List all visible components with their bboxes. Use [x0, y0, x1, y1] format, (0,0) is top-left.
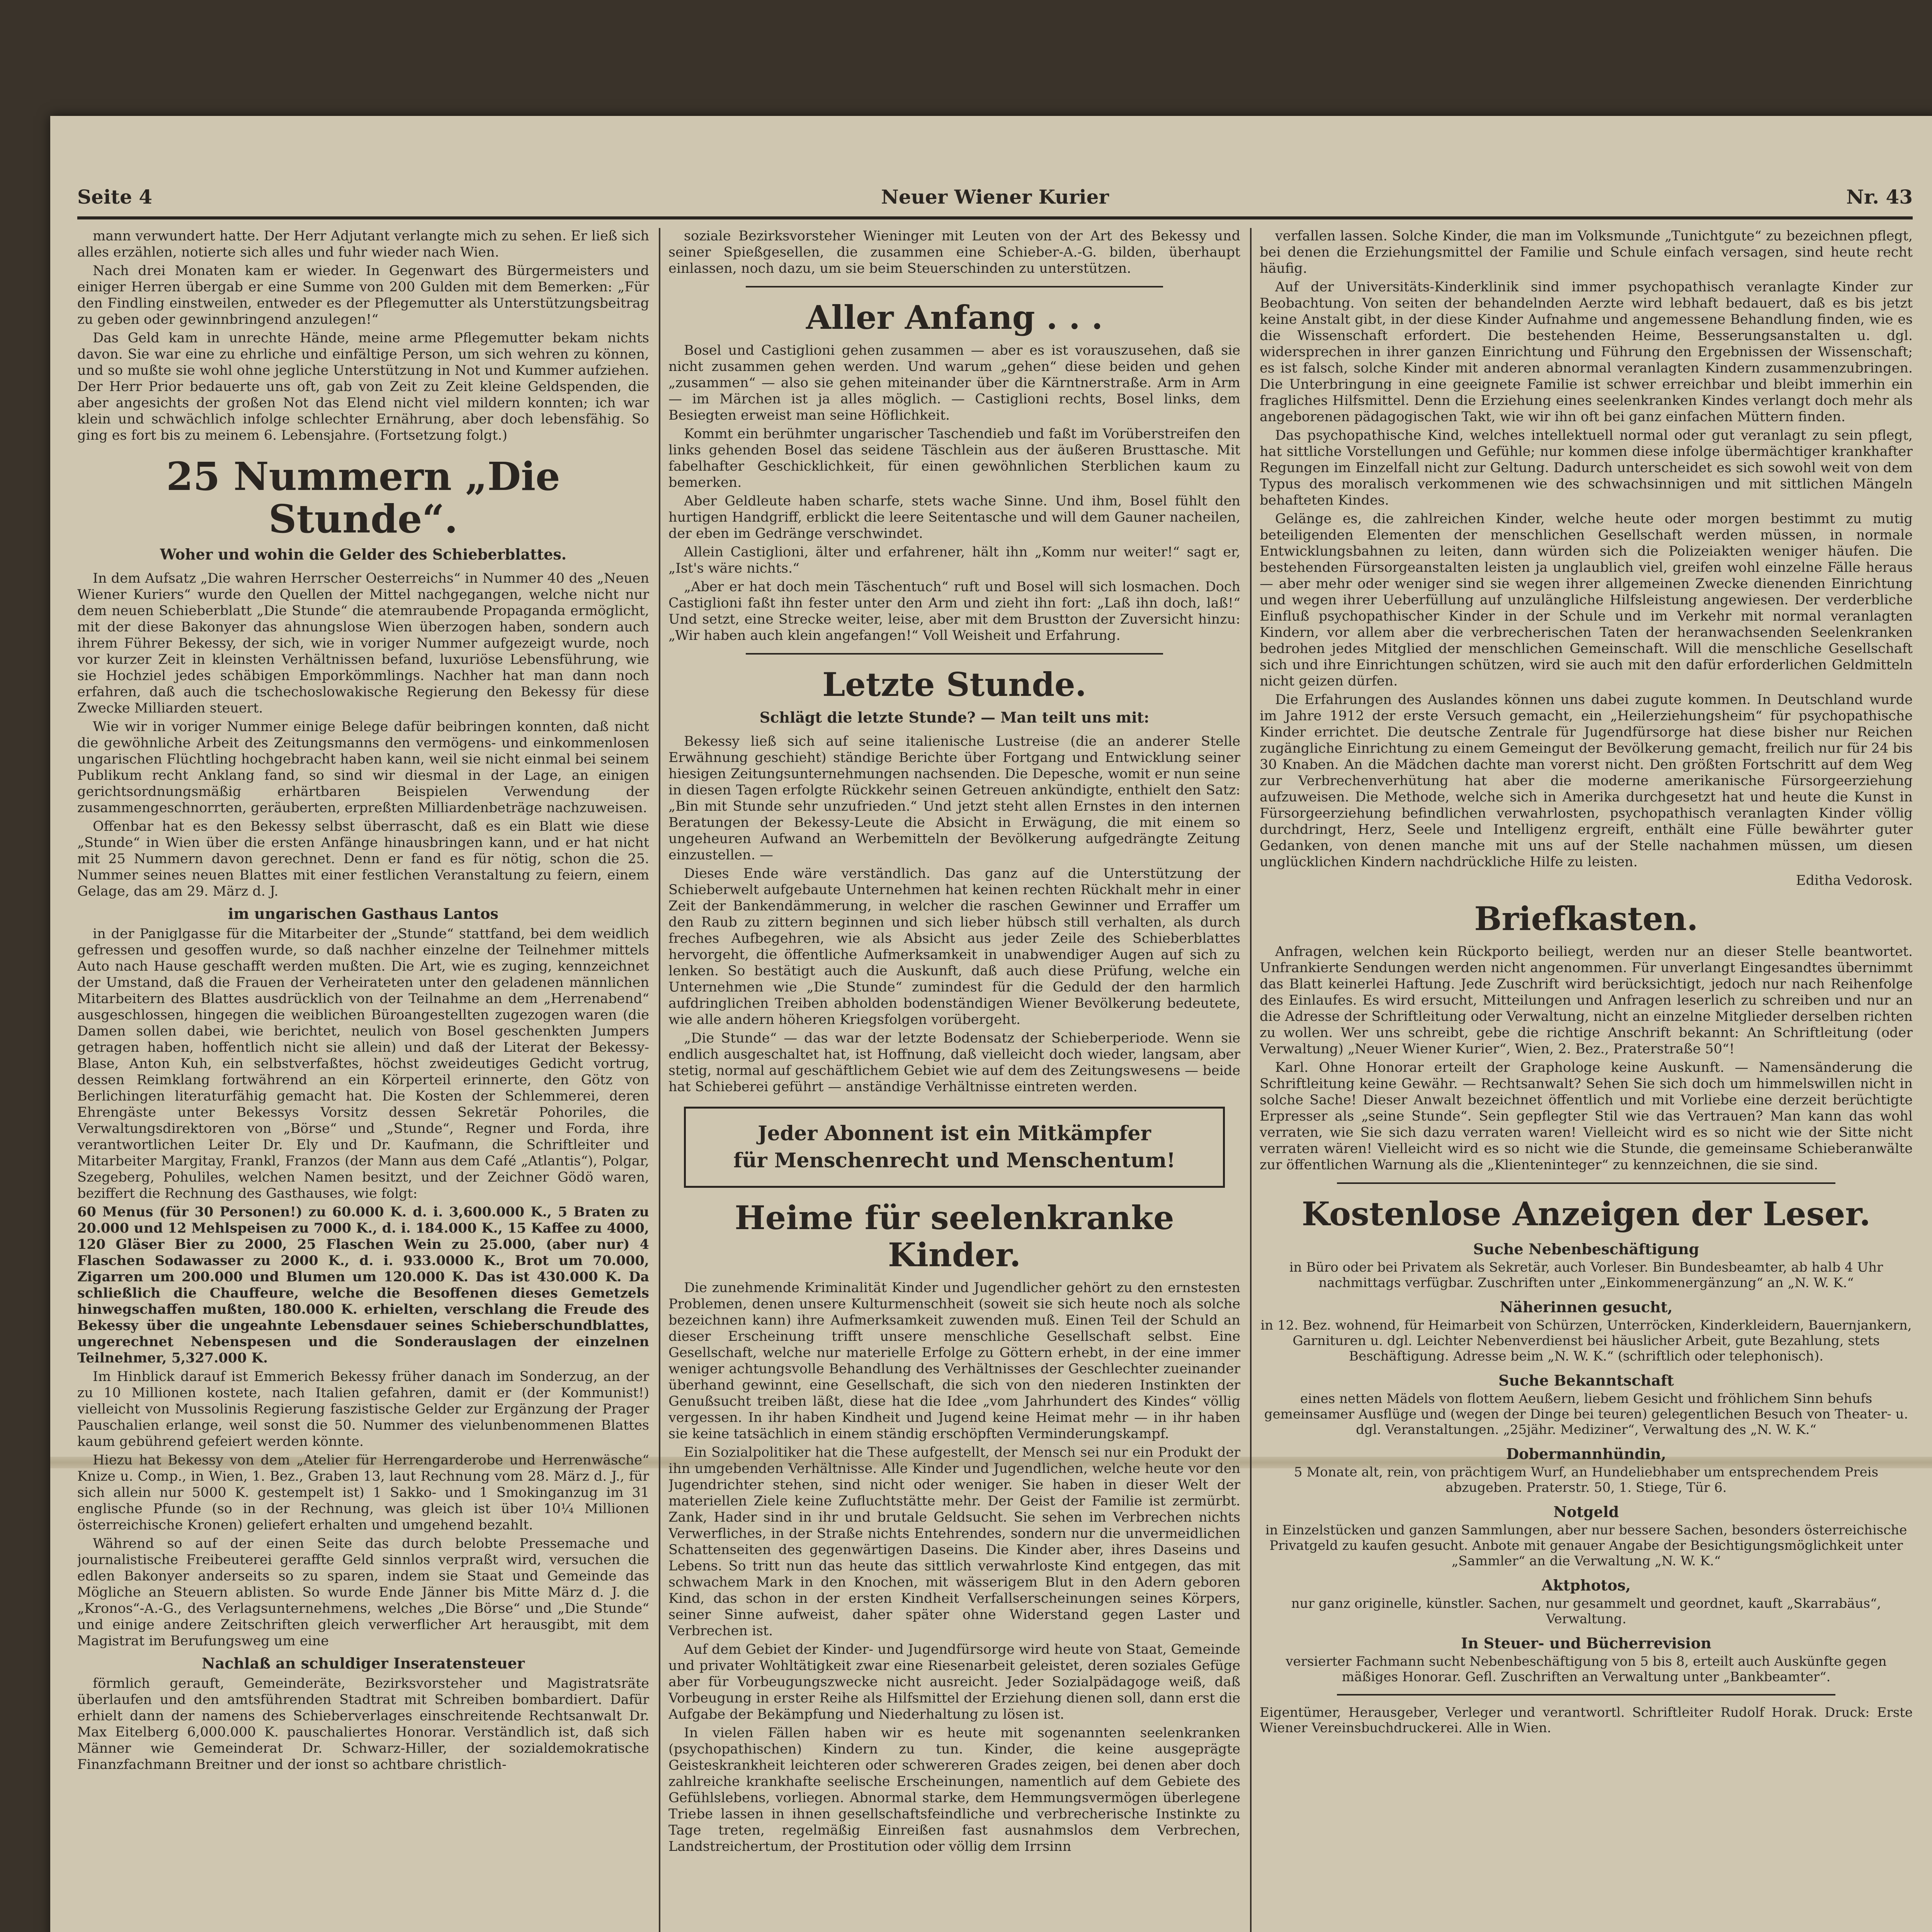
run-in-heading: Nachlaß an schuldiger Inseratensteuer — [202, 1655, 525, 1672]
paragraph: Nach drei Monaten kam er wieder. In Gegenwart des Bürgermeisters und einiger Herren übergab er eine Summe von 200 Gulden mit dem Bemerken: „Für den Findling einstweilen, entweder es der Pflegemutter als Unterstützungsbeitrag zu geben oder gewinnbringend anzulegen!“ — [77, 263, 649, 327]
paragraph: Das psychopathische Kind, welches intellektuell normal oder gut veranlagt zu sein pflegt, hat sittliche Vorstellungen und Gefühle; nur kommen diese infolge übermächtiger krankhafter Regungen im Einzelfall nicht zur Geltung. Dadurch unterscheidet es sich sowohl weit von dem Typus des moralisch verkommenen wie des schwachsinnigen und mit sittlichen Mängeln behafteten Kindes. — [1260, 428, 1913, 508]
slogan-line: für Menschenrecht und Menschentum! — [733, 1149, 1175, 1172]
ad-text: in Büro oder bei Privatem als Sekretär, auch Vorleser. Bin Bundesbeamter, ab halb 4 Uhr nachmittags verfügbar. Zuschriften unter „Einkommenergänzung“ an „N. W. K.“ — [1289, 1260, 1883, 1291]
paragraph: Bekessy ließ sich auf seine italienische Lustreise (die an anderer Stelle Erwähnung geschieht) ständige Berichte über Fortgang und Entwicklung seiner hiesigen Zeitungsunternehmungen nachsenden. Die Depesche, womit er nun seine in diesen Tagen erfolgte Rückkehr seinen Getreuen ankündigte, enthielt den Satz: „Bin mit Stunde sehr unzufrieden.“ Und jetzt steht allen Ernstes in den internen Beratungen der Bekessy-Leute die Absicht in Erwägung, die mit einem so ungeheuren Aufwand an Werbemitteln der Bevölkerung aufgedrängte Zeitung einzustellen. — — [668, 734, 1240, 863]
paragraph: Bosel und Castiglioni gehen zusammen — aber es ist vorauszusehen, daß sie nicht zusammen gehen werden. Und warum „gehen“ diese beiden und gehen „zusammen“ — also sie gehen miteinander über die Kärntnerstraße. Arm in Arm — im Märchen ist ja alles möglich. — Castiglioni rechts, Bosel links, dem Besiegten erweist man seine Höflichkeit. — [668, 343, 1240, 423]
ad-title: Suche Bekanntschaft — [1498, 1372, 1674, 1389]
paragraph: in der Paniglgasse für die Mitarbeiter der „Stunde“ stattfand, bei dem weidlich gefressen und gesoffen wurde, so daß nachher einzelne der Teilnehmer mittels Auto nach Hause geschafft werden mußten. Die Art, wie es zuging, kennzeichnet der Umstand, daß die Frauen der Verheirateten unter den geladenen männlichen Mitarbeitern des Blattes ausdrücklich von der Teilnahme an dem „Herrenabend“ ausgeschlossen, hingegen die weiblichen Büroangestellten zugezogen waren (die Damen sollen dabei, wie berichtet, neulich von Bosel geschenkten Jumpers getragen haben, hoffentlich nicht sie allein) und daß der Literat der Bekessy-Blase, Anton Kuh, ein selbstverfaßtes, höchst zweideutiges Gedicht vortrug, dessen Reimklang fortwährend an ein Körperteil erinnerte, den Götz von Berlichingen literaturfähig gemacht hat. Die Kosten der Schlemmerei, deren Ehrengäste unter Bekessys Vorsitz dessen Sekretär Pohoriles, die Verwaltungsdirektoren von „Börse“ und „Stunde“, Regner und Forda, ihre verantwortlichen Leiter Dr. Ely und Dr. Kaufmann, die Schriftleiter und Mitarbeiter Margitay, Frankl, Franzos (der Mann aus dem Café „Atlantis“), Polgar, Szegeberg, Pohuliles, welchen Namen besitzt, und der Zeichner Gödö waren, beziffert die Rechnung des Gasthauses, wie folgt: — [77, 926, 649, 1201]
article-title: 25 Nummern „Die Stunde“. — [166, 454, 560, 542]
paragraph: Aber Geldleute haben scharfe, stets wache Sinne. Und ihm, Bosel fühlt den hurtigen Handgriff, erblickt die leere Seitentasche und will dem Gauner nacheilen, der eben im Gedränge verschwindet. — [668, 493, 1240, 541]
paragraph: Gelänge es, die zahlreichen Kinder, welche heute oder morgen bestimmt zu mutig beteiligenden Elementen der menschlichen Gesellschaft werden müssen, in normale Entwicklungsbahnen zu leiten, dann würden sich die Polizeiakten weniger häufen. Die bestehenden Fürsorgeanstalten leisten ja unglaublich viel, greifen wohl einzelne Fälle heraus — aber mehr oder weniger sind sie wegen ihrer allgemeinen Zwecke dienenden Einrichtung und wegen ihrer Ueberfüllung auf unzulängliche Hilfsleistung angewiesen. Der verderbliche Einfluß psychopathischer Kinder in der Schule und im Verkehr mit normal veranlagten Kindern, vor allem aber die verbrecherischen Taten der heranwachsenden Seelenkranken bedrohen jedes Mitglied der menschlichen Gemeinschaft. Will die menschliche Gesellschaft sich und ihre Einrichtungen schützen, wird sie auch mit den dafür erforderlichen Geldmitteln nicht geizen dürfen. — [1260, 511, 1913, 689]
paragraph: Das Geld kam in unrechte Hände, meine arme Pflegemutter bekam nichts davon. Sie war eine zu ehrliche und einfältige Person, um sich wehren zu können, und so mußte sie wohl ohne jegliche Unterstützung in Not und Kummer aufziehen. Der Herr Prior bedauerte uns oft, gab von Zeit zu Zeit kleine Geldspenden, die aber angesichts der großen Not das Elend nicht viel mildern konnten; ich war klein und schwächlich infolge schlechter Ernährung, aber doch lebensfähig. So ging es fort bis zu meinem 6. Lebensjahre. (Fortsetzung folgt.) — [77, 330, 649, 443]
paragraph: Allein Castiglioni, älter und erfahrener, hält ihn „Komm nur weiter!“ sagt er, „Ist's wäre nichts.“ — [668, 544, 1240, 576]
separator — [1337, 1182, 1835, 1184]
ad-text: 5 Monate alt, rein, von prächtigem Wurf, an Hundeliebhaber um entsprechendem Preis abzugeben. Praterstr. 50, 1. Stiege, Tür 6. — [1294, 1464, 1879, 1495]
separator — [1337, 1694, 1835, 1696]
paragraph: Im Hinblick darauf ist Emmerich Bekessy früher danach im Sonderzug, an der zu 10 Millionen kostete, nach Italien gefahren, damit er (der Kommunist!) vielleicht von Mussolinis Regierung faszistische Gelder zur Ergänzung der Prager Pauschalien erlange, weil sonst die 50. Nummer des vielunbenommenen Blattes kaum gebührend gefeiert werden könnte. — [77, 1369, 649, 1449]
newspaper-page — [50, 116, 1932, 1932]
paragraph: In dem Aufsatz „Die wahren Herrscher Oesterreichs“ in Nummer 40 des „Neuen Wiener Kuriers“ wurde den Quellen der Mittel nachgegangen, welche nicht nur dem neuen Schieberblatt „Die Stunde“ die atemraubende Propaganda ermöglicht, mit der diese Bakonyer das ahnungslose Wien überzogen haben, sondern auch ihrem Führer Bekessy, der sich, wie in voriger Nummer aufgezeigt wurde, noch vor kurzer Zeit in kleinsten Verhältnissen befand, luxuriöse Lebensführung, wie sie Hochziel jedes schäbigen Emporkömmlings. Nachher hat man dann noch erfahren, daß auch die tschechoslowakische Regierung den Bekessy für diese Zwecke Milliarden steuert. — [77, 571, 649, 716]
slogan-box — [684, 1107, 1225, 1188]
column-3 — [1260, 228, 1913, 1932]
paragraph: Wie wir in voriger Nummer einige Belege dafür beibringen konnten, daß nicht die gewöhnliche Arbeit des Zeitungsmanns den vermögens- und einkommenlosen ungarischen Flüchtling hochgebracht haben kann, weil sie nicht einmal bei seinem Publikum recht Anklang fand, so sind wir diesmal in der Lage, an einigen gerichtsordnungsmäßig erhärtbaren Beispielen Verwendung der zusammengeschnorrten, geräuberten, erpreßten Milliardenbeträge nachzuweisen. — [77, 719, 649, 816]
paragraph: Kommt ein berühmter ungarischer Taschendieb und faßt im Vorüberstreifen den links gehenden Bosel das seidene Täschlein aus der äußeren Brusttasche. Mit fabelhafter Geschicklichkeit, für einen gewöhnlichen Sterblichen kaum zu bemerken. — [668, 426, 1240, 490]
imprint: Eigentümer, Herausgeber, Verleger und verantwortl. Schriftleiter Rudolf Horak. Druck: Erste Wiener Vereinsbuchdruckerei. Alle in Wien. — [1260, 1705, 1913, 1736]
ad-title: In Steuer- und Bücherrevision — [1461, 1634, 1711, 1652]
article-title: Letzte Stunde. — [822, 665, 1087, 704]
ad-title: Aktphotos, — [1541, 1577, 1631, 1594]
column-rule — [659, 228, 660, 1932]
paragraph: soziale Bezirksvorsteher Wieninger mit Leuten von der Art des Bekessy und seiner Spießgesellen, die zusammen eine Schieber-A.-G. bilden, überhaupt einlassen, noch dazu, um sie beim Steuerschinden zu unterstützen. — [668, 228, 1240, 276]
column-rule — [1250, 228, 1252, 1932]
column-1 — [77, 228, 649, 1932]
ad-text: in Einzelstücken und ganzen Sammlungen, aber nur bessere Sachen, besonders österreichische Privatgeld zu kaufen gesucht. Anbote mit genauer Angabe der Besichtigungsmöglichkeit unter „Sammler“ an die Verwaltung „N. W. K.“ — [1265, 1522, 1907, 1569]
ad-text: nur ganz originelle, künstler. Sachen, nur gesammelt und geordnet, kauft „Skarrabäus“, Verwaltung. — [1291, 1596, 1881, 1627]
run-in-heading: im ungarischen Gasthaus Lantos — [228, 905, 498, 922]
ad-title: Näherinnen gesucht, — [1500, 1298, 1673, 1316]
article-title: Aller Anfang . . . — [806, 298, 1103, 337]
section-title: Briefkasten. — [1474, 900, 1698, 938]
separator — [746, 286, 1163, 287]
paragraph: Hiezu hat Bekessy von dem „Atelier für Herrengarderobe und Herrenwäsche“ Knize u. Comp., in Wien, 1. Bez., Graben 13, laut Rechnung vom 28. März d. J., für sich allein nur 5000 K. gestempelt ist) 1 Sakko- und 1 Smokinganzug im 31 englische Pfunde (so in der Rechnung, was gleich ist über 10¼ Millionen österreichische Kronen) geliefert erhalten und umgehend bezahlt. — [77, 1452, 649, 1533]
paragraph: Karl. Ohne Honorar erteilt der Graphologe keine Auskunft. — Namensänderung die Schriftleitung keine Gewähr. — Rechtsanwalt? Sehen Sie sich doch um himmelswillen nicht in solche Sache! Dieser Anwalt bezeichnet öffentlich und mit Vorliebe eine derzeit berüchtigte Erpresser als „seine Stunde“. Sein gepflegter Stil wie das Vertrauen? Man kann das wohl verraten, wie Sie sich dazu verraten waren! Vielleicht wird es so nicht wie der Sitte nicht verraten wären! Vielleicht wird es so nicht wie die Stunde, die gemeinsame Schieberanwälte zur öffentlichen Warnung als die „Klienteninteger“ zu kennzeichnen, die sie sind. — [1260, 1060, 1913, 1173]
ad-title: Notgeld — [1553, 1503, 1619, 1520]
issue-number: Nr. 43 — [1846, 185, 1913, 208]
menu-bill: 60 Menus (für 30 Personen!) zu 60.000 K. d. i. 3,600.000 K., 5 Braten zu 20.000 und 12 Mehlspeisen zu 7000 K., d. i. 184.000 K., 15 Kaffee zu 4000, 120 Gläser Bier zu 2000, 25 Flaschen Wein zu 25.000, (aber nur) 4 Flaschen Sodawasser zu 2000 K., d. i. 933.0000 K., Brot um 70.000, Zigarren um 200.000 und Blumen um 120.000 K. Das ist 430.000 K. Da schließlich die Chauffeure, welche die Besoffenen dieses Gemetzels hinwegschaffen mußten, 180.000 K. erhielten, verschlang die Freude des Bekessy über die ungeahnte Lebensdauer seines Schieberschundblattes, ungerechnet Nebenspesen und die Sonderauslagen der einzelnen Teilnehmer, 5,327.000 K. — [77, 1204, 649, 1366]
article-subtitle: Woher und wohin die Gelder des Schieberblattes. — [160, 546, 566, 563]
paragraph: Auf der Universitäts-Kinderklinik sind immer psychopathisch veranlagte Kinder zur Beobachtung. Von seiten der behandelnden Aerzte wird lebhaft bedauert, daß es bis jetzt keine Anstalt gibt, in der diese Kinder Aufnahme und angemessene Behandlung finden, wie es die Wissenschaft erfordert. Die bestehenden Heime, Besserungsanstalten u. dgl. widersprechen in ihrer ganzen Einrichtung und Führung den Ergebnissen der Wissenschaft; es ist falsch, solche Kinder mit anderen abnormal veranlagten Kindern zusammenzubringen. Die Unterbringung in eine geeignete Familie ist schwer erreichbar und bleibt immerhin ein fragliches Hilfsmittel. Denn die Erziehung eines seelenkranken Kindes verlangt doch mehr als angeborenen pädagogischen Takt, wie wir ihn oft bei ganz einfachen Müttern finden. — [1260, 279, 1913, 425]
separator — [746, 653, 1163, 655]
section-title: Kostenlose Anzeigen der Leser. — [1301, 1195, 1871, 1233]
page-number: Seite 4 — [77, 185, 153, 208]
paragraph: Ein Sozialpolitiker hat die These aufgestellt, der Mensch sei nur ein Produkt der ihn umgebenden Verhältnisse. Alle Kinder und Jugendlichen, welche heute vor den Jugendrichter stehen, sind nicht oder weniger. Sie haben in dieser Welt der materiellen Ziele keine Zufluchtstätte mehr. Der Geist der Familie ist zermürbt. Zank, Hader sind in ihr und brutale Geldsucht. Sie sehen im Verbrechen nichts Verwerfliches, in der Straße nichts Entehrendes, sondern nur die unvermeidlichen Schattenseiten des gegenwärtigen Daseins. Die Kinder aber, ihres Daseins und Lebens. So tritt nun das heute das sittlich verwahrloste Kind entgegen, das mit schwachem Mark in den Knochen, mit wässerigem Blut in den Adern geboren Kind, das schon in der ersten Kindheit Verfallserscheinungen seines Körpers, seiner Sinne aufweist, daher später ohne Widerstand gegen Laster und Verbrechen ist. — [668, 1445, 1240, 1639]
paragraph: verfallen lassen. Solche Kinder, die man im Volksmunde „Tunichtgute“ zu bezeichnen pflegt, bei denen die Erziehungsmittel der Familie und Schule einfach versagen, sind heute recht häufig. — [1260, 228, 1913, 276]
paragraph: In vielen Fällen haben wir es heute mit sogenannten seelenkranken (psychopathischen) Kindern zu tun. Kinder, die keine ausgeprägte Geisteskrankheit leichteren oder schwereren Grades zeigen, bei denen aber doch zahlreiche krankhafte seelische Erscheinungen, namentlich auf dem Gebiete des Gefühlslebens, vorliegen. Abnormal starke, dem Hemmungsvermögen überlegene Triebe lassen in ihnen gesellschaftsfeindliche und verbrecherische Instinkte zu Tage treten, regelmäßig Einreißen fast ausnahmslos dem Verbrechen, Landstreichertum, der Prostitution oder völlig dem Irrsinn — [668, 1725, 1240, 1854]
ad-text: versierter Fachmann sucht Nebenbeschäftigung von 5 bis 8, erteilt auch Auskünfte gegen mäßiges Honorar. Gefl. Zuschriften an Verwaltung unter „Bankbeamter“. — [1286, 1654, 1887, 1685]
paragraph: „Die Stunde“ — das war der letzte Bodensatz der Schieberperiode. Wenn sie endlich ausgeschaltet hat, ist Hoffnung, daß vielleicht doch wieder, langsam, aber stetig, normal auf geschäftlichem Gebiet wie auf dem des Zeitungswesens — beide hat Schieberei geführt — anständige Verhältnisse eintreten werden. — [668, 1031, 1240, 1095]
paragraph: Die zunehmende Kriminalität Kinder und Jugendlicher gehört zu den ernstesten Problemen, denen unsere Kulturmenschheit (soweit sie sich heute noch als solche bezeichnen kann) ihre Aufmerksamkeit zuwenden muß. Einen Teil der Schuld an dieser Erscheinung trifft unsere menschliche Gesellschaft selbst. Eine Gesellschaft, welche nur materielle Erfolge zu Göttern erhebt, in der eine immer weniger achtungsvolle Behandlung des Verhältnisses der Geschlechter zueinander überhand gewinnt, eine Gesellschaft, die sich von den niederen Instinkten der Genußsucht treiben läßt, diese hat die Idee „vom Jahrhundert des Kindes“ völlig vergessen. In ihr haben Kindheit und Jugend keine Heimat mehr — in ihr haben sie keine tatsächlich in einem ständig erschöpften Verminderungskampf. — [668, 1280, 1240, 1442]
paragraph: Dieses Ende wäre verständlich. Das ganz auf die Unterstützung der Schieberwelt aufgebaute Unternehmen hat keinen rechten Rückhalt mehr in einer Zeit der Bankendämmerung, in welcher die raschen Gewinner und Erraffer um den Raub zu zittern beginnen und sich lieber hübsch still verhalten, als durch freches Aufbegehren, wie als Absicht aus jeder Zeile des Schieberblattes hervorgeht, die öffentliche Aufmerksamkeit in unabwendiger Augen auf sich zu lenken. So bestätigt auch die Auskunft, daß auch diese Prüfung, welche ein Unternehmen wie „Die Stunde“ zumindest für die Geduld der den harmlich aufdringlichen Treiben abholden bodenständigen Wiener Bevölkerung bedeutete, wie alle andern höheren Kriegsfolgen vorübergeht. — [668, 866, 1240, 1027]
paragraph: Während so auf der einen Seite das durch belobte Pressemache und journalistische Freibeuterei geraffte Geld sinnlos verpraßt wird, versuchen die edlen Bakonyer anderseits so zu sparen, indem sie Staat und Gemeinde das Mögliche an Steuern ablisten. So wurde Ende Jänner bis Mitte März d. J. die „Kronos“-A.-G., des Verlagsunternehmens, welches „Die Börse“ und „Die Stunde“ und einige andere Zeitschriften gleich verwerflicher Art herausgibt, mit dem Magistrat im Berufungsweg um eine — [77, 1536, 649, 1649]
paragraph: Offenbar hat es den Bekessy selbst überrascht, daß es ein Blatt wie diese „Stunde“ in Wien über die ersten Anfänge hinausbringen kann, und er hat nicht mit 25 Nummern davon gerechnet. Denn er fand es für nötig, schon die 25. Nummer seines neuen Blattes mit einer festlichen Veranstaltung zu feiern, einem Gelage, das am 29. März d. J. — [77, 819, 649, 899]
masthead: Neuer Wiener Kurier — [881, 185, 1109, 208]
ad-text: eines netten Mädels von flottem Aeußern, liebem Gesicht und fröhlichem Sinn behufs gemeinsamer Ausflüge und (wegen der Dinge bei teuren) gelegentlichen Besuch von Theater- u. dgl. Veranstaltungen. „25jähr. Mediziner“, Verwaltung des „N. W. K.“ — [1264, 1391, 1908, 1437]
ad-title: Suche Nebenbeschäftigung — [1473, 1240, 1699, 1258]
paragraph: förmlich gerauft, Gemeinderäte, Bezirksvorsteher und Magistratsräte überlaufen und den amtsführenden Stadtrat mit Schreiben bombardiert. Dafür erhielt dann der namens des Schieberverlages einschreitende Rechtsanwalt Dr. Max Eitelberg 6,000.000 K. pauschaliertes Honorar. Verständlich ist, daß sich Männer wie Gemeinderat Dr. Schwarz-Hiller, der sozialdemokratische Finanzfachmann Breitner und der ionst so achtbare christlich- — [77, 1676, 649, 1772]
column-2 — [668, 228, 1240, 1932]
paragraph: Auf dem Gebiet der Kinder- und Jugendfürsorge wird heute von Staat, Gemeinde und privater Wohltätigkeit zwar eine Riesenarbeit geleistet, deren soziales Gefüge aber für Vorbeugungszwecke nicht ausreicht. Jeder Sozialpädagoge weiß, daß Vorbeugung in erster Reihe als Hilfsmittel der Erziehung dienen soll, dann erst die Aufgabe der Bekämpfung und Niederhaltung zu lösen ist. — [668, 1642, 1240, 1722]
slogan-line: Jeder Abonnent ist ein Mitkämpfer — [758, 1122, 1151, 1145]
paragraph: Die Erfahrungen des Auslandes können uns dabei zugute kommen. In Deutschland wurde im Jahre 1912 der erste Versuch gemacht, ein „Heilerziehungsheim“ für psychopathische Kinder errichtet. Die deutsche Zentrale für Jugendfürsorge hat diese bisher nur Reichen zugängliche Einrichtung zu einem Gemeingut der Bevölkerung gemacht, freilich nur für 24 bis 30 Knaben. An die Mädchen dachte man vorerst nicht. Den größten Fortschritt auf dem Weg zur Verbrechenverhütung hat aber die moderne amerikanische Fürsorgeerziehung aufzuweisen. Die Methode, welche sich in Amerika durchgesetzt hat und heute die Kunst in Fürsorgeerziehung befindlichen verwahrlosten, psychopathisch veranlagten Kinder völlig durchdringt, Herz, Seele und Intelligenz ergreift, enthält eine Fülle bewährter guter Gedanken, von denen manche mit uns auf der Stelle nachahmen müssen, um diesen unglücklichen Kindern nachdrückliche Hilfe zu leisten. — [1260, 692, 1913, 870]
ad-text: in 12. Bez. wohnend, für Heimarbeit von Schürzen, Unterröcken, Kinderkleidern, Bauernjankern, Garnituren u. dgl. Leichter Nebenverdienst bei häuslicher Arbeit, gute Bezahlung, stets Beschäftigung. Adresse beim „N. W. K.“ (schriftlich oder telephonisch). — [1260, 1318, 1912, 1364]
author-signature: Editha Vedorosk. — [1796, 873, 1913, 888]
paragraph: mann verwundert hatte. Der Herr Adjutant verlangte mich zu sehen. Er ließ sich alles erzählen, notierte sich alles und fuhr wieder nach Wien. — [77, 228, 649, 260]
article-title: Heime für seelenkranke Kinder. — [735, 1199, 1174, 1274]
header-rule — [77, 216, 1913, 219]
ad-title: Dobermannhündin, — [1506, 1445, 1666, 1463]
paragraph: Anfragen, welchen kein Rückporto beiliegt, werden nur an dieser Stelle beantwortet. Unfrankierte Sendungen werden nicht angenommen. Für unverlangt Eingesandtes übernimmt das Blatt keinerlei Haftung. Jede Zuschrift wird berücksichtigt, jedoch nur nach Reihenfolge des Einlaufes. Es wird ersucht, Mitteilungen und Anfragen leserlich zu schreiben und nur an die Adresse der Schriftleitung oder Verwaltung, nicht an einzelne Mitglieder derselben richten zu wollen. Wer uns schreibt, gebe die richtige Anschrift bekannt: An Schriftleitung (oder Verwaltung) „Neuer Wiener Kurier“, Wien, 2. Bez., Praterstraße 50“! — [1260, 944, 1913, 1057]
article-subtitle: Schlägt die letzte Stunde? — Man teilt uns mit: — [759, 709, 1150, 726]
paragraph: „Aber er hat doch mein Täschentuch“ ruft und Bosel will sich losmachen. Doch Castiglioni faßt ihn fester unter den Arm und zieht ihn fort: „Laß ihn doch, laß!“ Und setzt, eine Strecke weiter, leise, aber mit dem Brustton der Zuversicht hinzu: „Wir haben auch klein angefangen!“ Voll Weisheit und Erfahrung. — [668, 579, 1240, 643]
